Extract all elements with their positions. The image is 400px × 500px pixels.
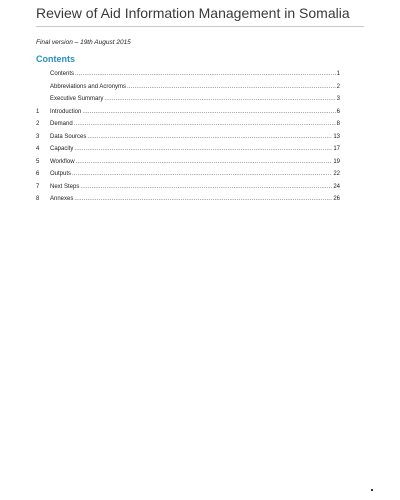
toc-entry-number: 5 [36, 158, 40, 165]
toc-entry-annexes[interactable] [36, 196, 340, 209]
toc-entry-number: 1 [36, 108, 40, 115]
toc-entry-label: Capacity [50, 146, 74, 152]
toc-leader-dots [74, 121, 336, 127]
toc-heading: Contents [36, 54, 75, 64]
toc-entry-introduction[interactable] [36, 109, 340, 122]
title-divider [36, 26, 364, 27]
toc-entry-executive-summary[interactable] [36, 96, 340, 109]
toc-entry-page: 13 [333, 133, 340, 140]
toc-leader-dots [87, 134, 332, 140]
toc-entry-demand[interactable] [36, 121, 340, 134]
toc-entry-contents[interactable] [36, 71, 340, 84]
toc-entry-label: Executive Summary [50, 96, 104, 102]
toc-entry-workflow[interactable] [36, 159, 340, 172]
toc-entry-page: 6 [336, 108, 340, 115]
toc-entry-data-sources[interactable] [36, 134, 340, 147]
toc-entry-number: 8 [36, 196, 40, 202]
toc-entry-next-steps[interactable] [36, 184, 340, 197]
toc-leader-dots [104, 96, 335, 102]
toc-entry-page: 17 [333, 146, 340, 152]
toc-leader-dots [82, 109, 335, 115]
toc-entry-label: Workflow [50, 158, 75, 165]
toc-leader-dots [127, 84, 336, 90]
toc-entry-page: 1 [336, 71, 340, 77]
toc-entry-number: 4 [36, 146, 40, 152]
toc-entry-label: Next Steps [50, 183, 80, 190]
toc-entry-number: 3 [36, 133, 40, 140]
toc-entry-page: 19 [333, 158, 340, 165]
toc-leader-dots [75, 71, 336, 77]
toc-entry-page: 2 [336, 83, 340, 90]
toc-entry-page: 24 [333, 183, 340, 190]
page-corner-mark [371, 489, 373, 491]
toc-entry-number: 7 [36, 183, 40, 190]
toc-entry-label: Data Sources [50, 133, 87, 140]
toc-entry-label: Annexes [50, 196, 74, 202]
toc-leader-dots [74, 196, 332, 202]
toc-entry-abbreviations[interactable] [36, 84, 340, 97]
toc-leader-dots [76, 159, 333, 165]
document-version: Final version – 19th August 2015 [36, 39, 131, 46]
toc-entry-label: Abbreviations and Acronyms [50, 83, 127, 90]
table-of-contents [36, 71, 340, 209]
toc-entry-label: Outputs [50, 171, 72, 177]
toc-entry-page: 3 [336, 96, 340, 102]
toc-leader-dots [72, 171, 332, 177]
document-title: Review of Aid Information Management in Somalia [36, 5, 350, 21]
toc-entry-label: Contents [50, 71, 75, 77]
toc-entry-number: 2 [36, 121, 40, 127]
toc-entry-capacity[interactable] [36, 146, 340, 159]
toc-entry-number: 6 [36, 171, 40, 177]
toc-entry-label: Introduction [50, 108, 82, 115]
toc-entry-page: 8 [336, 121, 340, 127]
toc-entry-outputs[interactable] [36, 171, 340, 184]
toc-leader-dots [80, 184, 332, 190]
toc-entry-label: Demand [50, 121, 73, 127]
toc-leader-dots [74, 146, 332, 152]
toc-entry-page: 22 [333, 171, 340, 177]
toc-entry-page: 26 [333, 196, 340, 202]
